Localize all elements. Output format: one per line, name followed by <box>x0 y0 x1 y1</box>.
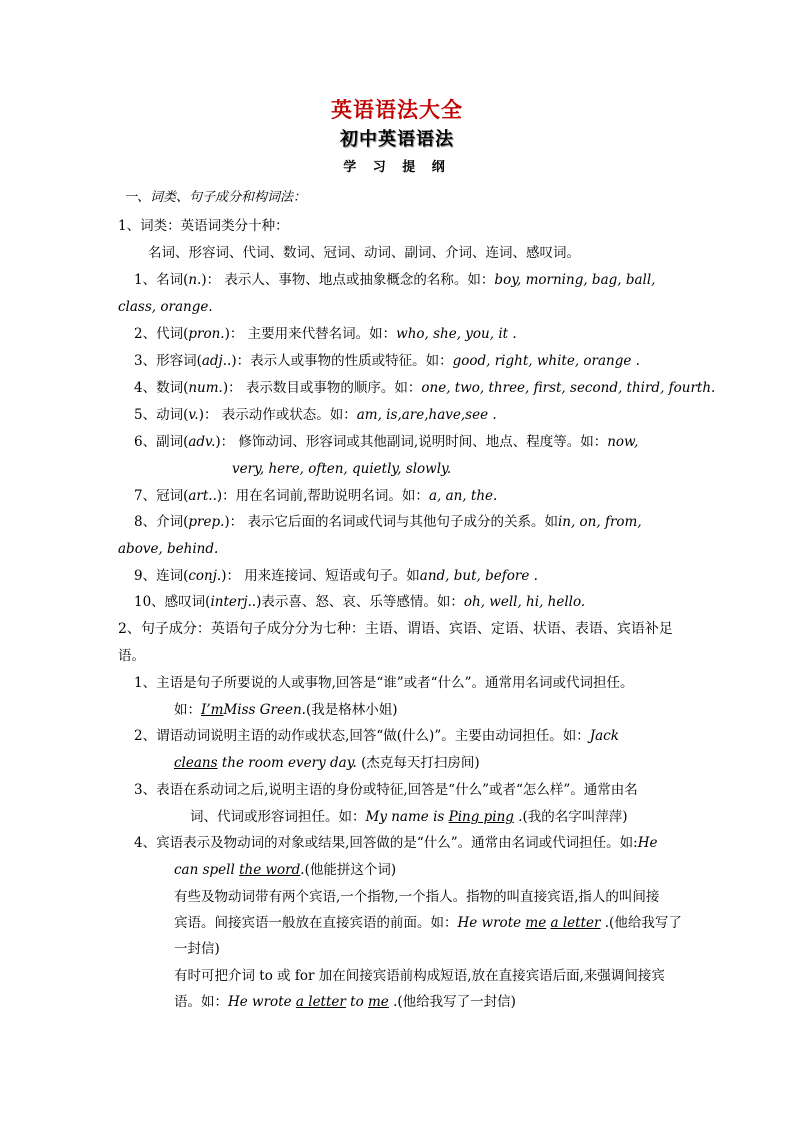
sentence-components-heading: 2、句子成分：英语句子成分分为七种：主语、谓语、宾语、定语、状语、表语、宾语补足 <box>118 621 673 637</box>
word-class-list: 名词、形容词、代词、数词、冠词、动词、副词、介词、连词、感叹词。 <box>148 245 580 261</box>
item-adverb: 6、副词(adv.)： 修饰动词、形容词或其他副词,说明时间、地点、程度等。如：now, <box>134 434 639 450</box>
item-pronoun: 2、代词(pron.)： 主要用来代替名词。如：who, she, you, it . <box>134 326 517 342</box>
double-object-example-cont: 一封信) <box>174 941 220 957</box>
item-adjective: 3、形容词(adj..)：表示人或事物的性质或特征。如：good, right, white, orange . <box>134 353 640 369</box>
preposition-examples-cont: above, behind. <box>118 541 219 557</box>
double-object-example: 宾语。间接宾语一般放在直接宾语的前面。如：He wrote me a letter .(他给我写了 <box>174 915 682 931</box>
adverb-examples-cont: very, here, often, quietly, slowly. <box>232 461 452 477</box>
word-class-heading: 1、词类：英语词类分十种： <box>118 218 289 234</box>
predicative-example: 词、代词或形容词担任。如：My name is Ping ping .(我的名字叫萍萍) <box>190 809 628 825</box>
item-preposition: 8、介词(prep.)： 表示它后面的名词或代词与其他句子成分的关系。如in, on, from, <box>134 514 642 530</box>
item-conjunction: 9、连词(conj.)： 用来连接词、短语或句子。如and, but, before . <box>134 568 538 584</box>
double-object-text: 有些及物动词带有两个宾语,一个指物,一个指人。指物的叫直接宾语,指人的叫间接 <box>174 889 660 905</box>
item-numeral: 4、数词(num.)： 表示数目或事物的顺序。如：one, two, three, first, second, third, fourth. <box>134 380 716 396</box>
item-noun: 1、名词(n.)： 表示人、事物、地点或抽象概念的名称。如：boy, morning, bag, ball, <box>134 272 656 288</box>
item-object: 4、宾语表示及物动词的对象或结果,回答做的是“什么”。通常由名词或代词担任。如:He <box>134 835 658 851</box>
sentence-components-heading-cont: 语。 <box>118 648 145 664</box>
noun-examples: boy, morning, bag, ball, <box>494 272 656 288</box>
noun-examples-cont: class, orange. <box>118 299 213 315</box>
prep-object-example: 语。如：He wrote a letter to me .(他给我写了一封信) <box>174 994 516 1010</box>
item-subject: 1、主语是句子所要说的人或事物,回答是“谁”或者“什么”。通常用名词或代词担任。 <box>134 675 634 691</box>
page-subtitle-outline: 学 习 提 纲 <box>343 160 451 175</box>
item-predicate: 2、谓语动词说明主语的动作或状态,回答“做(什么)”。主要由动词担任。如：Jack <box>134 728 619 744</box>
item-verb: 5、动词(v.)： 表示动作或状态。如：am, is,are,have,see . <box>134 407 497 423</box>
page-title: 英语语法大全 <box>331 97 463 122</box>
predicate-example: cleans the room every day. (杰克每天打扫房间) <box>174 755 480 771</box>
item-interjection: 10、感叹词(interj..)表示喜、怒、哀、乐等感情。如：oh, well, hi, hello. <box>134 594 586 610</box>
object-example: can spell the word.(他能拼这个词) <box>174 862 397 878</box>
prep-object-text: 有时可把介词 to 或 for 加在间接宾语前构成短语,放在直接宾语后面,来强调间接宾 <box>174 968 665 984</box>
page-subtitle: 初中英语语法 <box>340 129 454 150</box>
item-predicative: 3、表语在系动词之后,说明主语的身份或特征,回答是“什么”或者“怎么样”。通常由名 <box>134 782 638 798</box>
subject-example: 如：I’mMiss Green.(我是格林小姐) <box>174 702 398 718</box>
section-heading: 一、词类、句子成分和构词法： <box>124 190 307 205</box>
item-article: 7、冠词(art..)：用在名词前,帮助说明名词。如：a, an, the. <box>134 488 498 504</box>
